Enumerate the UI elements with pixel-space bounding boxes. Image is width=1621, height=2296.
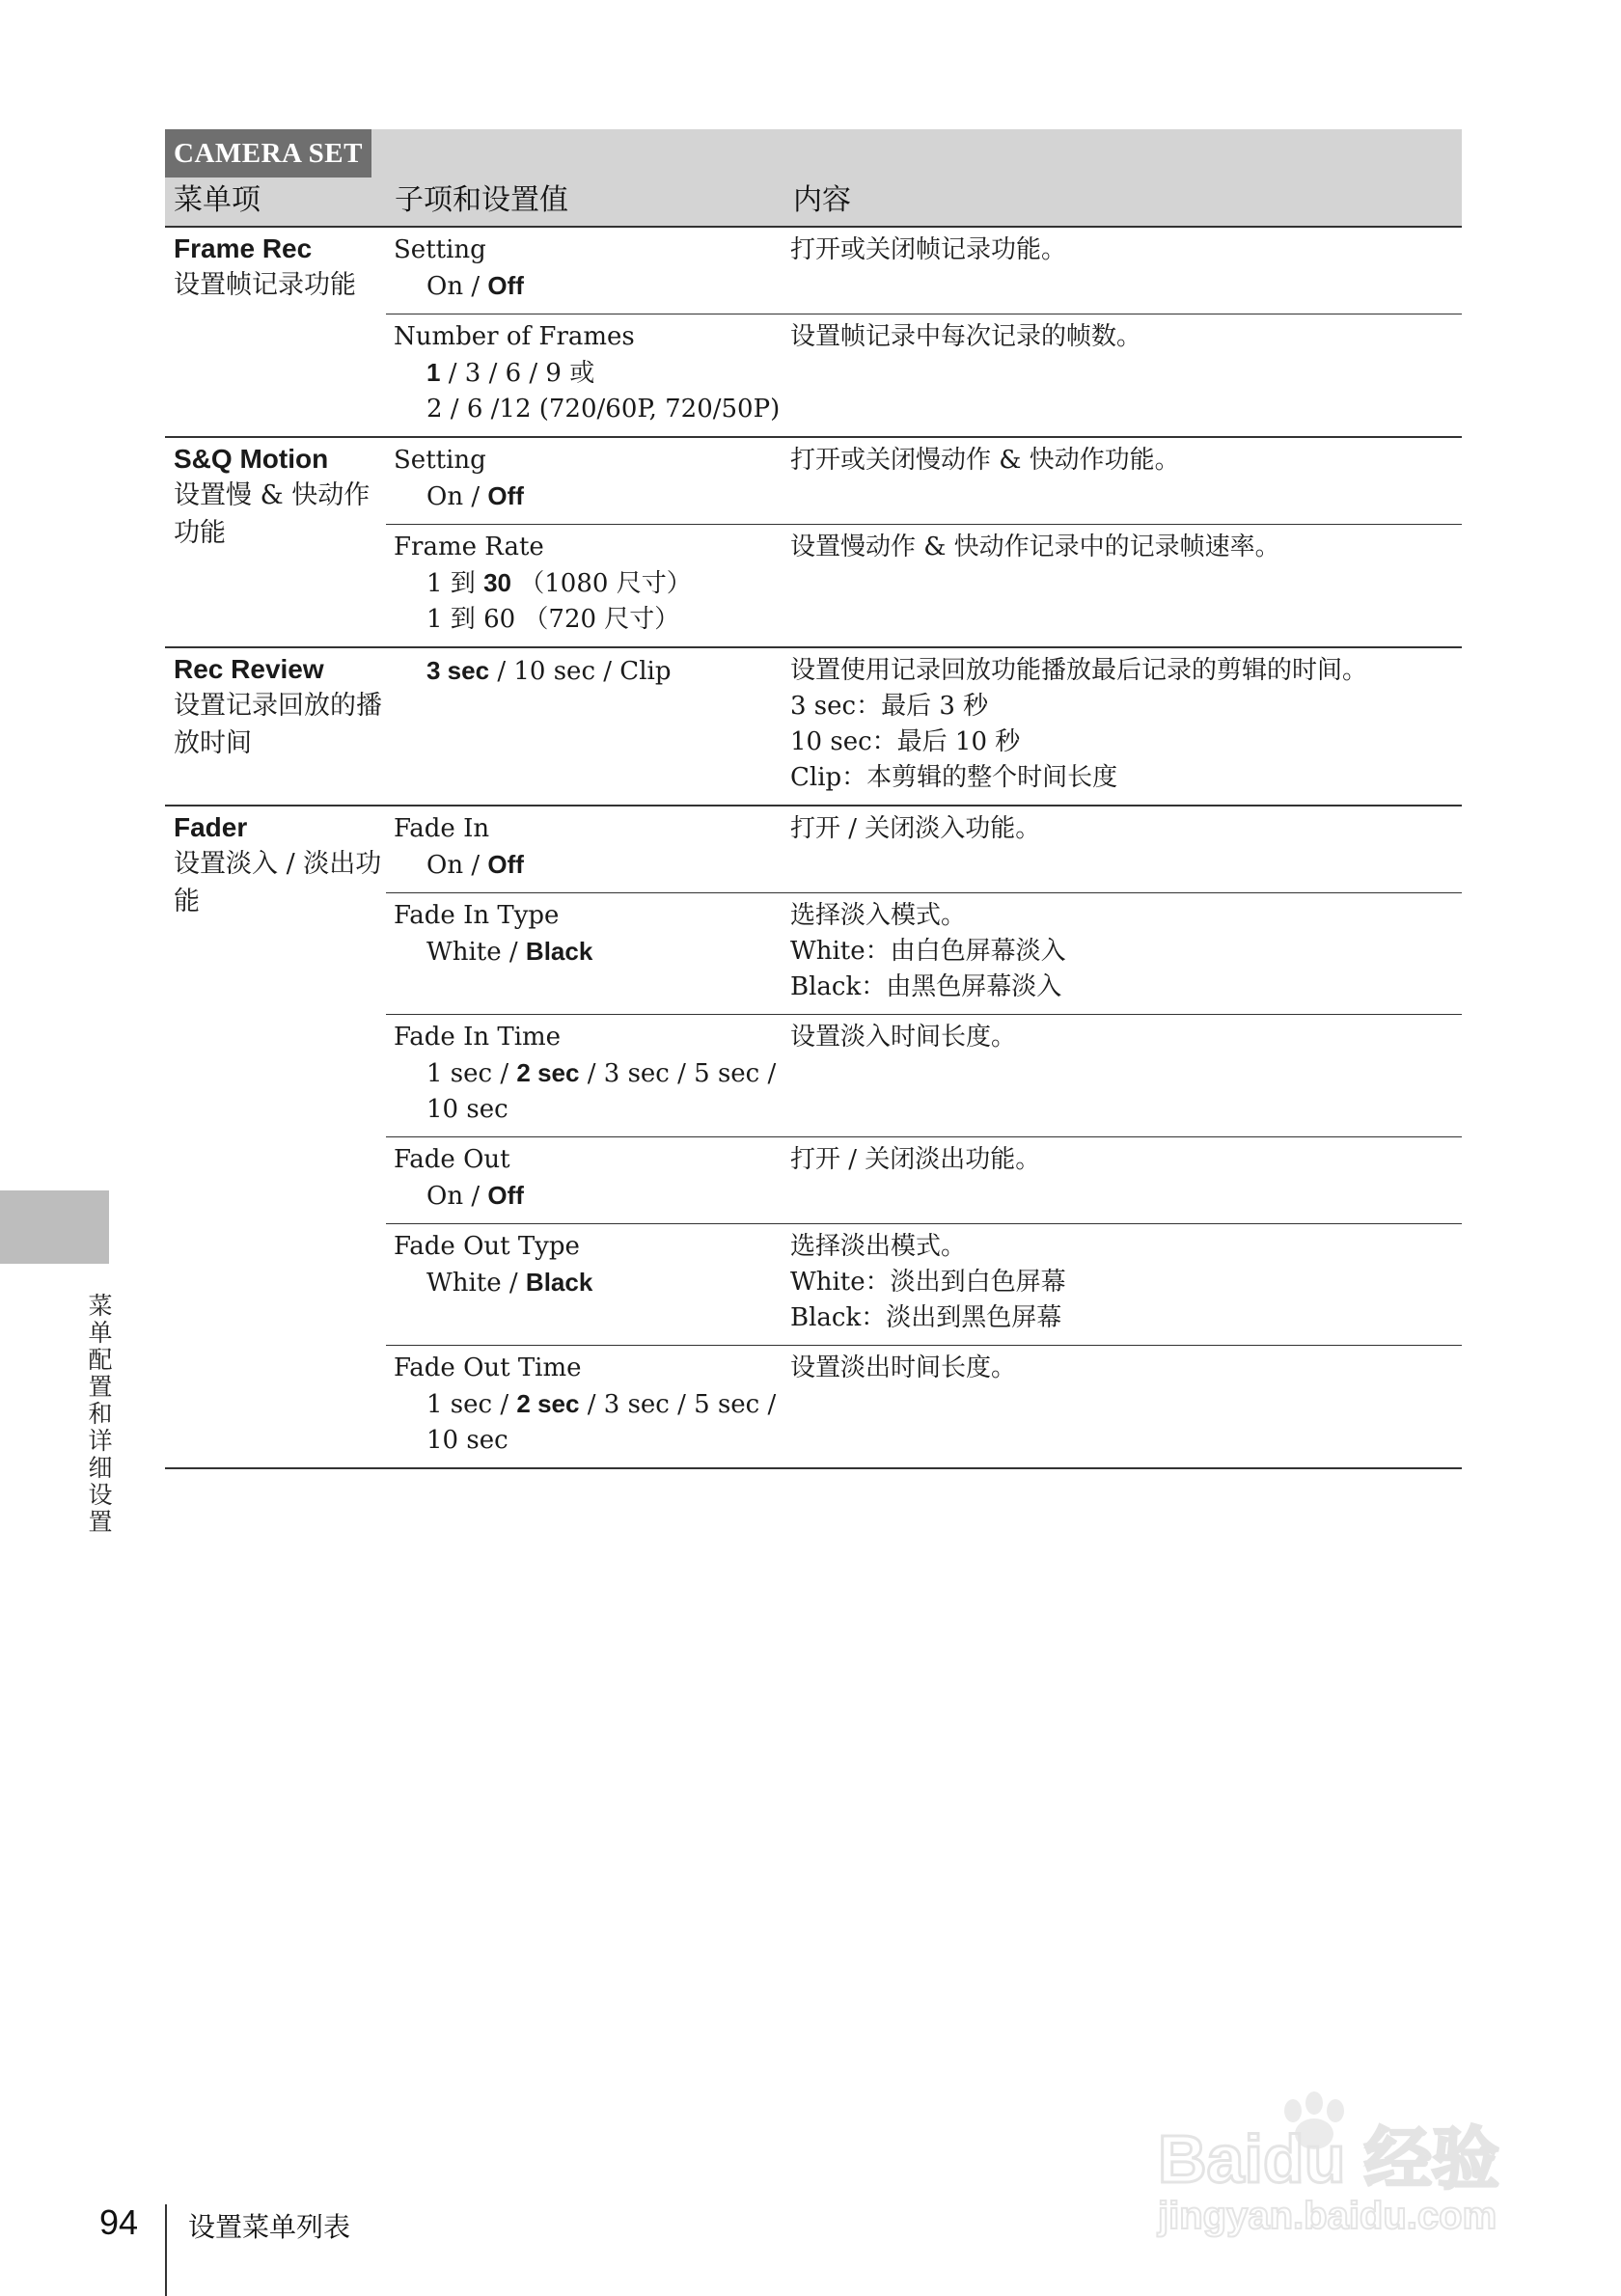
side-tab-label: 菜单配置和详细设置 <box>85 1293 113 1536</box>
watermark-logo-text: Baidu 经验 <box>1158 2121 1499 2197</box>
description-line: 设置帧记录中每次记录的帧数。 <box>790 322 1142 351</box>
description-cell <box>783 314 1462 438</box>
side-tab <box>0 1190 109 1264</box>
menu-item-name: Frame Rec <box>174 233 313 263</box>
page-number: 94 <box>99 2202 139 2242</box>
default-value: Off <box>487 271 524 300</box>
table-row <box>165 437 1462 525</box>
description-line: 打开 / 关闭淡出功能。 <box>790 1145 1041 1174</box>
default-value: Off <box>487 850 524 879</box>
watermark-url-text: jingyan.baidu.com <box>1158 2195 1497 2237</box>
footer-title: 设置菜单列表 <box>188 2211 351 2243</box>
description-cell <box>783 1224 1462 1346</box>
value-text: 1 sec / <box>426 1059 517 1088</box>
setting-values <box>394 1265 783 1301</box>
value-text: 1 到 <box>426 569 484 598</box>
description-cell <box>783 893 1462 1015</box>
table-row <box>165 806 1462 893</box>
default-value: 1 <box>426 358 441 387</box>
menu-table-body <box>165 227 1462 1468</box>
setting-values <box>394 1386 783 1423</box>
description-line: White：由白色屏幕淡入 <box>790 937 1066 966</box>
sub-item-title: Fade In Time <box>394 1023 562 1052</box>
description-cell <box>783 227 1462 314</box>
default-value: 2 sec <box>516 1389 580 1418</box>
description-line: 选择淡入模式。 <box>790 901 967 930</box>
sub-item-cell <box>386 1015 783 1137</box>
sub-item-cell <box>386 806 783 893</box>
section-label: CAMERA SET <box>165 129 371 178</box>
description-line: Clip：本剪辑的整个时间长度 <box>790 763 1118 792</box>
setting-values <box>394 1178 783 1215</box>
sub-item-cell <box>386 227 783 314</box>
sub-item-title: Fade Out <box>394 1145 510 1174</box>
value-text: On / <box>426 1182 488 1211</box>
menu-item-cell <box>165 647 386 806</box>
description-line: 3 sec：最后 3 秒 <box>790 692 989 721</box>
default-value: 2 sec <box>516 1058 580 1087</box>
description-cell <box>783 1137 1462 1224</box>
menu-item-cell <box>165 227 386 437</box>
sub-item-title: Number of Frames <box>394 322 635 351</box>
table-row <box>165 227 1462 314</box>
description-line: Black：淡出到黑色屏幕 <box>790 1303 1062 1332</box>
menu-item-name: S&Q Motion <box>174 444 329 474</box>
sub-item-cell <box>386 1224 783 1346</box>
setting-values <box>394 268 783 305</box>
description-cell <box>783 806 1462 893</box>
default-value: Off <box>487 481 524 510</box>
default-value: Black <box>525 937 593 966</box>
description-line: Black：由黑色屏幕淡入 <box>790 972 1062 1001</box>
baidu-watermark-logo <box>1148 2084 1553 2238</box>
column-header-desc: 内容 <box>793 183 851 217</box>
value-text: 2 / 6 /12 (720/60P, 720/50P) <box>426 395 781 424</box>
sub-item-title: Setting <box>394 446 486 475</box>
column-header-item: 菜单项 <box>174 183 261 217</box>
default-value: Off <box>487 1181 524 1210</box>
menu-item-cell <box>165 437 386 647</box>
menu-item-description: 设置记录回放的播放时间 <box>174 691 382 758</box>
sub-item-title: Fade In <box>394 814 490 843</box>
value-text: / 3 sec / 5 sec / <box>579 1059 777 1088</box>
sub-item-title: Frame Rate <box>394 533 544 561</box>
footer-divider <box>165 2204 167 2296</box>
description-line: 设置淡出时间长度。 <box>790 1353 1017 1382</box>
description-line: 选择淡出模式。 <box>790 1232 967 1261</box>
value-text: 1 sec / <box>426 1390 517 1419</box>
setting-values <box>394 355 783 392</box>
sub-item-title: Fade In Type <box>394 901 560 930</box>
value-text: On / <box>426 851 488 880</box>
value-text: 1 到 60 （720 尺寸） <box>426 605 680 634</box>
value-text: On / <box>426 272 488 301</box>
menu-item-name: Rec Review <box>174 654 324 684</box>
description-cell <box>783 525 1462 648</box>
setting-values <box>394 565 783 602</box>
setting-values <box>394 1055 783 1092</box>
sub-item-cell <box>386 647 783 806</box>
column-header-sub: 子项和设置值 <box>395 183 568 217</box>
menu-item-description: 设置帧记录功能 <box>174 270 356 300</box>
value-text: White / <box>426 1269 526 1298</box>
default-value: Black <box>525 1268 593 1297</box>
value-text: On / <box>426 482 488 511</box>
description-line: 打开 / 关闭淡入功能。 <box>790 814 1041 843</box>
value-text: （1080 尺寸） <box>511 569 692 598</box>
sub-item-cell <box>386 525 783 648</box>
setting-values <box>394 478 783 515</box>
sub-item-title: Fade Out Time <box>394 1353 582 1382</box>
setting-values <box>394 392 783 427</box>
sub-item-cell <box>386 1137 783 1224</box>
value-text: / 3 sec / 5 sec / <box>579 1390 777 1419</box>
description-cell <box>783 437 1462 525</box>
description-cell <box>783 647 1462 806</box>
sub-item-cell <box>386 1346 783 1469</box>
description-line: 设置淡入时间长度。 <box>790 1023 1017 1052</box>
description-line: 设置使用记录回放功能播放最后记录的剪辑的时间。 <box>790 656 1368 685</box>
value-text: 10 sec <box>426 1095 508 1124</box>
value-text: / 10 sec / Clip <box>489 657 672 686</box>
setting-values <box>394 653 783 690</box>
sub-item-title: Setting <box>394 235 486 264</box>
default-value: 3 sec <box>426 656 490 685</box>
setting-values <box>394 847 783 884</box>
sub-item-cell <box>386 314 783 438</box>
setting-values <box>394 1423 783 1459</box>
menu-item-description: 设置淡入 / 淡出功能 <box>174 849 382 916</box>
description-line: 打开或关闭帧记录功能。 <box>790 235 1067 264</box>
description-line: 10 sec：最后 10 秒 <box>790 727 1021 756</box>
setting-values <box>394 602 783 638</box>
description-cell <box>783 1346 1462 1469</box>
value-text: 10 sec <box>426 1426 508 1455</box>
setting-values <box>394 934 783 970</box>
value-text: White / <box>426 938 526 967</box>
sub-item-cell <box>386 437 783 525</box>
sub-item-title: Fade Out Type <box>394 1232 580 1261</box>
description-line: White：淡出到白色屏幕 <box>790 1268 1066 1297</box>
menu-item-name: Fader <box>174 812 248 842</box>
default-value: 30 <box>483 568 511 597</box>
description-cell <box>783 1015 1462 1137</box>
menu-table <box>165 226 1462 1469</box>
description-line: 设置慢动作 & 快动作记录中的记录帧速率。 <box>790 533 1280 561</box>
menu-item-cell <box>165 806 386 1468</box>
description-line: 打开或关闭慢动作 & 快动作功能。 <box>790 446 1180 475</box>
menu-item-description: 设置慢 & 快动作功能 <box>174 480 371 548</box>
table-row <box>165 647 1462 806</box>
setting-values <box>394 1092 783 1128</box>
sub-item-cell <box>386 893 783 1015</box>
value-text: / 3 / 6 / 9 或 <box>440 359 595 388</box>
